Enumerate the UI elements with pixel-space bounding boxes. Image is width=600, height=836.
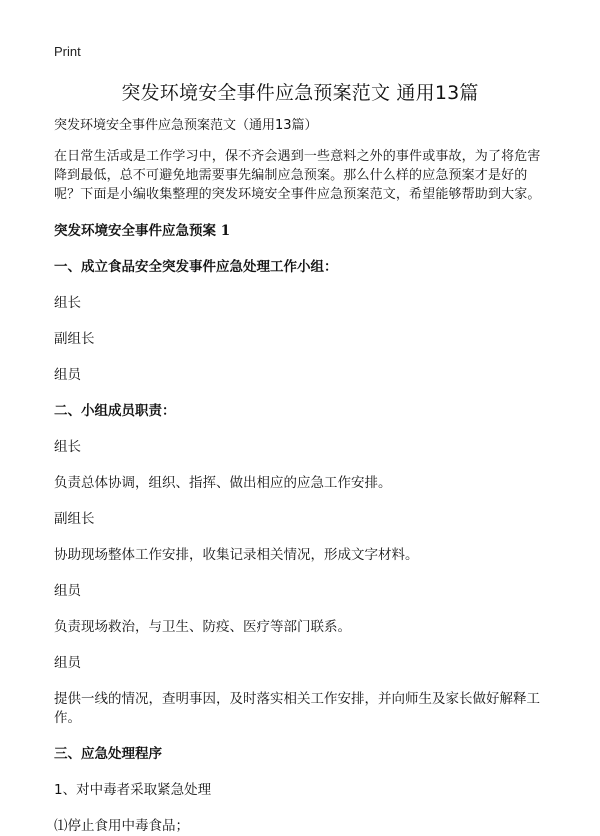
print-link[interactable]: Print — [54, 44, 81, 59]
section-1-heading: 一、成立食品安全突发事件应急处理工作小组： — [54, 259, 338, 275]
section-2-item: 协助现场整体工作安排，收集记录相关情况，形成文字材料。 — [54, 547, 419, 563]
section-2-item: 组员 — [54, 583, 81, 599]
section-2-item: 组员 — [54, 655, 81, 671]
section-2-item: 副组长 — [54, 511, 95, 527]
section-3-item: ⑴停止食用中毒食品； — [54, 818, 189, 834]
article-subtitle: 突发环境安全事件应急预案范文（通用13篇） — [54, 118, 318, 133]
section-2-item: 提供一线的情况，查明事因，及时落实相关工作安排，并向师生及家长做好解释工作。 — [54, 691, 540, 726]
section-3-heading: 三、应急处理程序 — [54, 746, 162, 762]
section-1-item: 组长 — [54, 295, 81, 311]
article-body — [54, 116, 550, 836]
section-1-item: 组员 — [54, 367, 81, 383]
document-title: 突发环境安全事件应急预案范文 通用13篇 — [121, 82, 479, 104]
plan-heading: 突发环境安全事件应急预案 1 — [54, 223, 231, 239]
section-2-item: 组长 — [54, 439, 81, 455]
section-3-item: 1、对中毒者采取紧急处理 — [54, 782, 212, 798]
section-2-heading: 二、小组成员职责： — [54, 403, 176, 419]
section-2-item: 负责现场救治，与卫生、防疫、医疗等部门联系。 — [54, 619, 351, 635]
section-2-item: 负责总体协调，组织、指挥、做出相应的应急工作安排。 — [54, 475, 392, 491]
intro-paragraph: 在日常生活或是工作学习中，保不齐会遇到一些意料之外的事件或事故，为了将危害降到最低，总不可避免地需要事先编制应急预案。那么什么样的应急预案才是好的呢？下面是小编收集整理的突发环境安全事件应急预案范文，希望能够帮助到大家。 — [54, 149, 541, 202]
section-1-item: 副组长 — [54, 331, 95, 347]
